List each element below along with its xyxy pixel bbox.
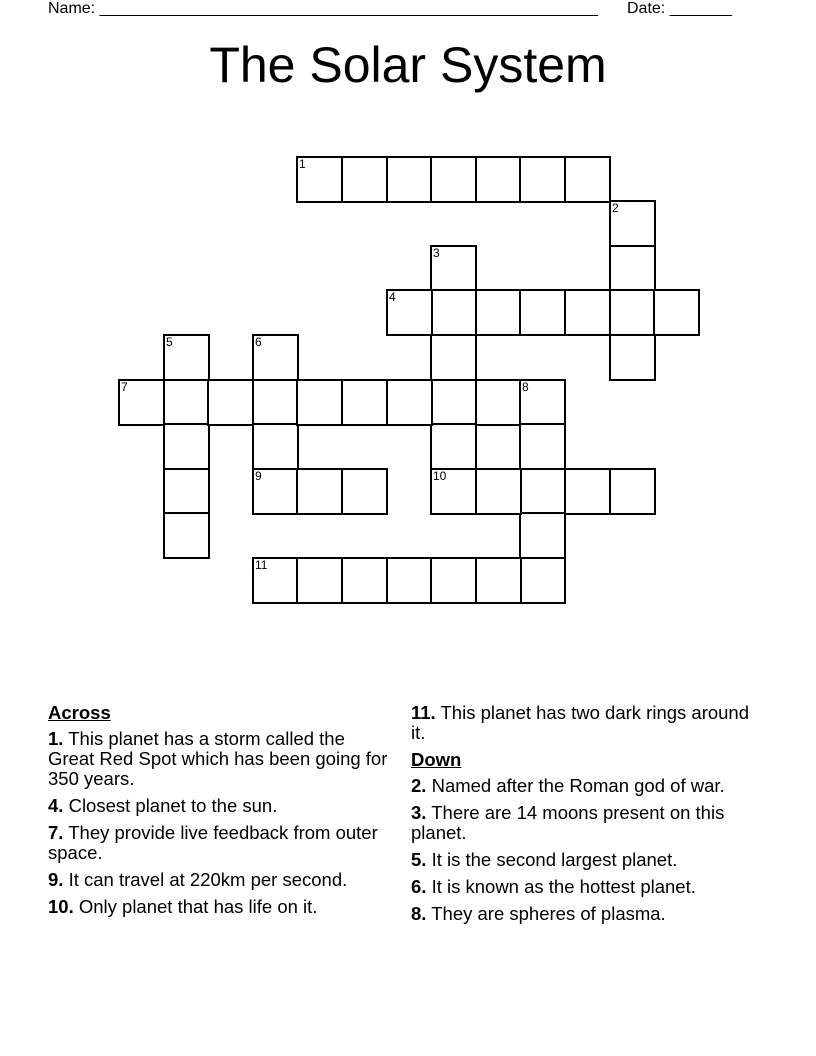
clue-number: 7: [121, 380, 128, 394]
grid-cell[interactable]: [519, 289, 566, 336]
grid-cell[interactable]: [296, 379, 343, 426]
grid-cell[interactable]: [609, 289, 656, 336]
grid-cell[interactable]: [341, 557, 388, 604]
clue-item-text: There are 14 moons present on this planet.: [411, 802, 725, 843]
clue-item-number: 4.: [48, 795, 64, 816]
clue-item-text: They provide live feedback from outer space.: [48, 822, 378, 863]
grid-cell[interactable]: [296, 557, 343, 604]
grid-cell[interactable]: [430, 334, 477, 381]
grid-cell[interactable]: [519, 512, 566, 559]
clue-item-text: Named after the Roman god of war.: [426, 775, 725, 796]
grid-cell[interactable]: [609, 468, 656, 515]
grid-cell[interactable]: [386, 156, 433, 203]
grid-cell[interactable]: [430, 156, 477, 203]
clue-item: [48, 897, 393, 917]
grid-cell[interactable]: [653, 289, 700, 336]
clue-number: 2: [612, 201, 619, 215]
clue-item-text: It is the second largest planet.: [426, 849, 678, 870]
grid-cell[interactable]: [519, 379, 566, 426]
clue-number: 4: [389, 290, 396, 304]
down-heading: Down: [411, 749, 462, 770]
grid-cell[interactable]: [519, 468, 566, 515]
grid-cell[interactable]: [296, 156, 343, 203]
grid-cell[interactable]: [609, 200, 656, 247]
clue-number: 1: [299, 157, 306, 171]
clue-item-number: 3.: [411, 802, 427, 823]
clue-item-text: It is known as the hottest planet.: [426, 876, 696, 897]
clue-number: 5: [166, 335, 173, 349]
clue-item-number: 11.: [411, 702, 436, 723]
grid-cell[interactable]: [252, 334, 299, 381]
grid-cell[interactable]: [564, 468, 611, 515]
grid-cell[interactable]: [475, 557, 522, 604]
grid-cell[interactable]: [252, 379, 299, 426]
grid-cell[interactable]: [296, 468, 343, 515]
clue-item: [48, 729, 393, 789]
clue-item-number: 7.: [48, 822, 64, 843]
grid-cell[interactable]: [163, 468, 210, 515]
grid-cell[interactable]: [118, 379, 165, 426]
clue-item-text: Closest planet to the sun.: [63, 795, 278, 816]
clue-number: 10: [433, 469, 447, 483]
grid-cell[interactable]: [386, 379, 433, 426]
grid-cell[interactable]: [163, 423, 210, 470]
date-field-label: Date: _______: [627, 0, 732, 17]
clue-number: 3: [433, 246, 440, 260]
grid-cell[interactable]: [564, 289, 611, 336]
clue-item-text: It can travel at 220km per second.: [63, 869, 348, 890]
across-clue-list-continued: [411, 703, 756, 743]
clue-item: [411, 703, 756, 743]
grid-cell[interactable]: [609, 245, 656, 292]
grid-cell[interactable]: [519, 423, 566, 470]
grid-cell[interactable]: [252, 557, 299, 604]
down-clue-list: [411, 776, 756, 924]
clue-item-number: 5.: [411, 849, 427, 870]
clue-item: [411, 877, 756, 897]
clue-number: 8: [522, 380, 529, 394]
clue-number: 11: [255, 558, 268, 572]
clue-number: 9: [255, 469, 262, 483]
clue-item-number: 9.: [48, 869, 64, 890]
grid-cell[interactable]: [430, 245, 477, 292]
grid-cell[interactable]: [252, 423, 299, 470]
grid-cell[interactable]: [430, 557, 477, 604]
grid-cell[interactable]: [163, 379, 210, 426]
grid-cell[interactable]: [475, 468, 522, 515]
grid-cell[interactable]: [475, 289, 522, 336]
grid-cell[interactable]: [341, 379, 388, 426]
grid-cell[interactable]: [564, 156, 611, 203]
grid-cell[interactable]: [519, 557, 566, 604]
name-field-label: Name: ________________________________________________________: [48, 0, 598, 17]
across-heading: Across: [48, 702, 111, 723]
clues-column-right: [411, 703, 756, 931]
clue-item-number: 6.: [411, 876, 427, 897]
clue-item-number: 8.: [411, 903, 427, 924]
grid-cell[interactable]: [430, 423, 477, 470]
clue-item-text: Only planet that has life on it.: [73, 896, 318, 917]
page-title: The Solar System: [209, 37, 607, 93]
clue-item-number: 10.: [48, 896, 74, 917]
clue-item: [411, 776, 756, 796]
grid-cell[interactable]: [475, 379, 522, 426]
grid-cell[interactable]: [207, 379, 254, 426]
grid-cell[interactable]: [163, 334, 210, 381]
grid-cell[interactable]: [341, 156, 388, 203]
across-clue-list: [48, 729, 393, 917]
grid-cell[interactable]: [386, 289, 433, 336]
clue-item: [411, 803, 756, 843]
grid-cell[interactable]: [609, 334, 656, 381]
clue-item: [411, 850, 756, 870]
grid-cell[interactable]: [475, 156, 522, 203]
grid-cell[interactable]: [430, 379, 477, 426]
clues-column-left: [48, 703, 393, 924]
clue-item-number: 2.: [411, 775, 427, 796]
grid-cell[interactable]: [519, 156, 566, 203]
grid-cell[interactable]: [341, 468, 388, 515]
clue-item-text: This planet has two dark rings around it.: [411, 702, 750, 743]
clue-item-text: They are spheres of plasma.: [426, 903, 666, 924]
clue-item: [411, 904, 756, 924]
clue-item: [48, 796, 393, 816]
clue-item-number: 1.: [48, 728, 64, 749]
grid-cell[interactable]: [252, 468, 299, 515]
grid-cell[interactable]: [163, 512, 210, 559]
grid-cell[interactable]: [430, 289, 477, 336]
clue-number: 6: [255, 335, 262, 349]
clue-item: [48, 870, 393, 890]
clue-item: [48, 823, 393, 863]
grid-cell[interactable]: [430, 468, 477, 515]
clue-item-text: This planet has a storm called the Great Red Spot which has been going for 350 years.: [48, 728, 388, 789]
grid-cell[interactable]: [386, 557, 433, 604]
